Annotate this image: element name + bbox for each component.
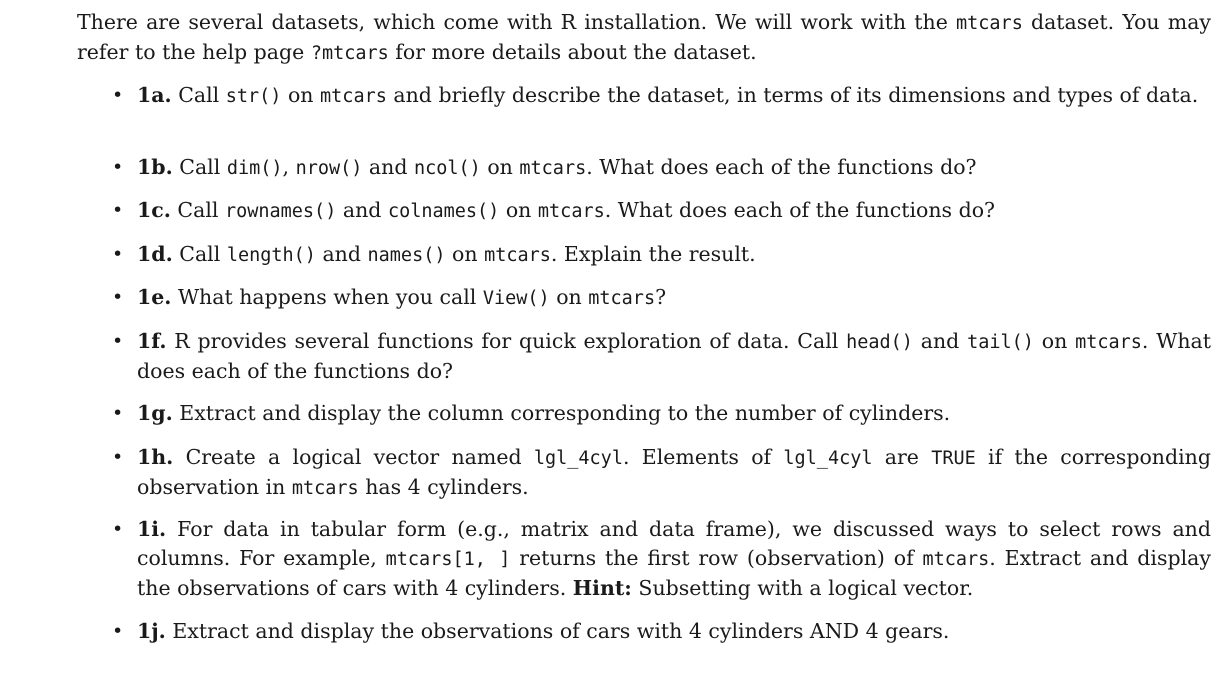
- question-text: . Extract and display the observations of cars with 4 cylinders.: [137, 546, 1211, 600]
- question-label: 1d.: [137, 242, 173, 266]
- inline-code: mtcars: [1075, 332, 1142, 353]
- inline-code: View(): [482, 288, 550, 309]
- question-text: Subsetting with a logical vector.: [631, 576, 974, 600]
- inline-code: lgl_4cyl: [533, 448, 623, 469]
- inline-code: mtcars: [484, 245, 551, 266]
- question-text: if the corresponding observation in: [137, 445, 1212, 499]
- question-label: 1h.: [137, 445, 174, 469]
- question-1f: [137, 327, 1211, 386]
- question-text: . Elements of: [622, 445, 784, 469]
- inline-code: ncol(): [413, 158, 481, 179]
- question-1d: [137, 240, 1211, 270]
- question-text: and: [336, 198, 388, 222]
- inline-code: str(): [225, 86, 282, 107]
- question-text: returns the first row (observation) of: [510, 546, 923, 570]
- question-1a: [137, 81, 1211, 111]
- inline-code: mtcars[1, ]: [385, 549, 511, 570]
- inline-code: mtcars: [922, 549, 990, 570]
- question-text: on: [499, 198, 538, 222]
- question-text: . Explain the result.: [550, 242, 756, 266]
- question-1g: [137, 399, 1211, 428]
- question-1h: [137, 443, 1211, 503]
- question-text: and: [912, 329, 968, 353]
- question-text: . What does each of the functions do?: [137, 329, 1211, 383]
- question-text: . What does each of the functions do?: [604, 198, 996, 222]
- question-text: has 4 cylinders.: [358, 475, 529, 499]
- question-text: and: [315, 242, 368, 266]
- intro-text: There are several datasets, which come with R installation. We will work with the: [77, 10, 956, 34]
- question-1c: [137, 196, 1211, 226]
- inline-code: mtcars: [537, 201, 605, 222]
- question-text: Call: [172, 155, 227, 179]
- inline-code: TRUE: [931, 448, 976, 469]
- inline-code: mtcars: [588, 288, 656, 309]
- inline-code: mtcars: [291, 478, 359, 499]
- question-text: and briefly describe the dataset, in terms of its dimensions and types of data.: [386, 83, 1199, 107]
- inline-code: dim(): [226, 158, 283, 179]
- question-text: ,: [282, 155, 296, 179]
- inline-code: head(): [846, 332, 913, 353]
- question-label: 1b.: [137, 155, 173, 179]
- question-label: 1g.: [137, 401, 173, 425]
- question-text: ?: [655, 285, 667, 309]
- question-text: are: [872, 445, 932, 469]
- inline-code: mtcars: [956, 13, 1023, 34]
- question-text: on: [480, 155, 520, 179]
- question-label: 1i.: [137, 517, 167, 541]
- inline-code: names(): [367, 245, 446, 266]
- question-text: on: [281, 83, 321, 107]
- question-text: and: [362, 155, 414, 179]
- intro-text: for more details about the dataset.: [388, 40, 757, 64]
- inline-code: mtcars: [519, 158, 587, 179]
- question-label: 1c.: [137, 198, 171, 222]
- hint-label: Hint:: [572, 576, 632, 600]
- question-text: Extract and display the column corresponding to the number of cylinders.: [172, 401, 951, 425]
- question-1j: [137, 617, 1211, 646]
- question-text: on: [1033, 329, 1076, 353]
- question-text: What happens when you call: [171, 285, 483, 309]
- question-1e: [137, 283, 1211, 313]
- inline-code: mtcars: [320, 86, 387, 107]
- question-text: Call: [171, 83, 226, 107]
- question-1b: [137, 153, 1211, 183]
- inline-code: tail(): [967, 332, 1034, 353]
- question-label: 1e.: [137, 285, 172, 309]
- intro-text: dataset. You may refer to the help page: [77, 10, 1211, 64]
- question-1i: [137, 515, 1211, 603]
- inline-code: rownames(): [224, 201, 337, 222]
- question-label: 1j.: [137, 619, 166, 643]
- question-text: Call: [170, 198, 225, 222]
- question-label: 1f.: [137, 329, 167, 353]
- question-text: For data in tabular form (e.g., matrix and data frame), we discussed ways to select rows and columns. For example,: [137, 517, 1211, 570]
- question-text: on: [445, 242, 485, 266]
- question-text: Create a logical vector named: [173, 445, 534, 469]
- inline-code: ?mtcars: [310, 43, 389, 64]
- question-text: . What does each of the functions do?: [586, 155, 977, 179]
- intro-paragraph: [77, 8, 1211, 68]
- inline-code: colnames(): [387, 201, 500, 222]
- inline-code: lgl_4cyl: [783, 448, 873, 469]
- question-text: on: [549, 285, 589, 309]
- question-text: R provides several functions for quick exploration of data. Call: [166, 329, 847, 353]
- question-text: Extract and display the observations of cars with 4 cylinders AND 4 gears.: [165, 619, 950, 643]
- question-text: Call: [172, 242, 227, 266]
- inline-code: length(): [226, 245, 316, 266]
- inline-code: nrow(): [295, 158, 363, 179]
- question-label: 1a.: [137, 83, 172, 107]
